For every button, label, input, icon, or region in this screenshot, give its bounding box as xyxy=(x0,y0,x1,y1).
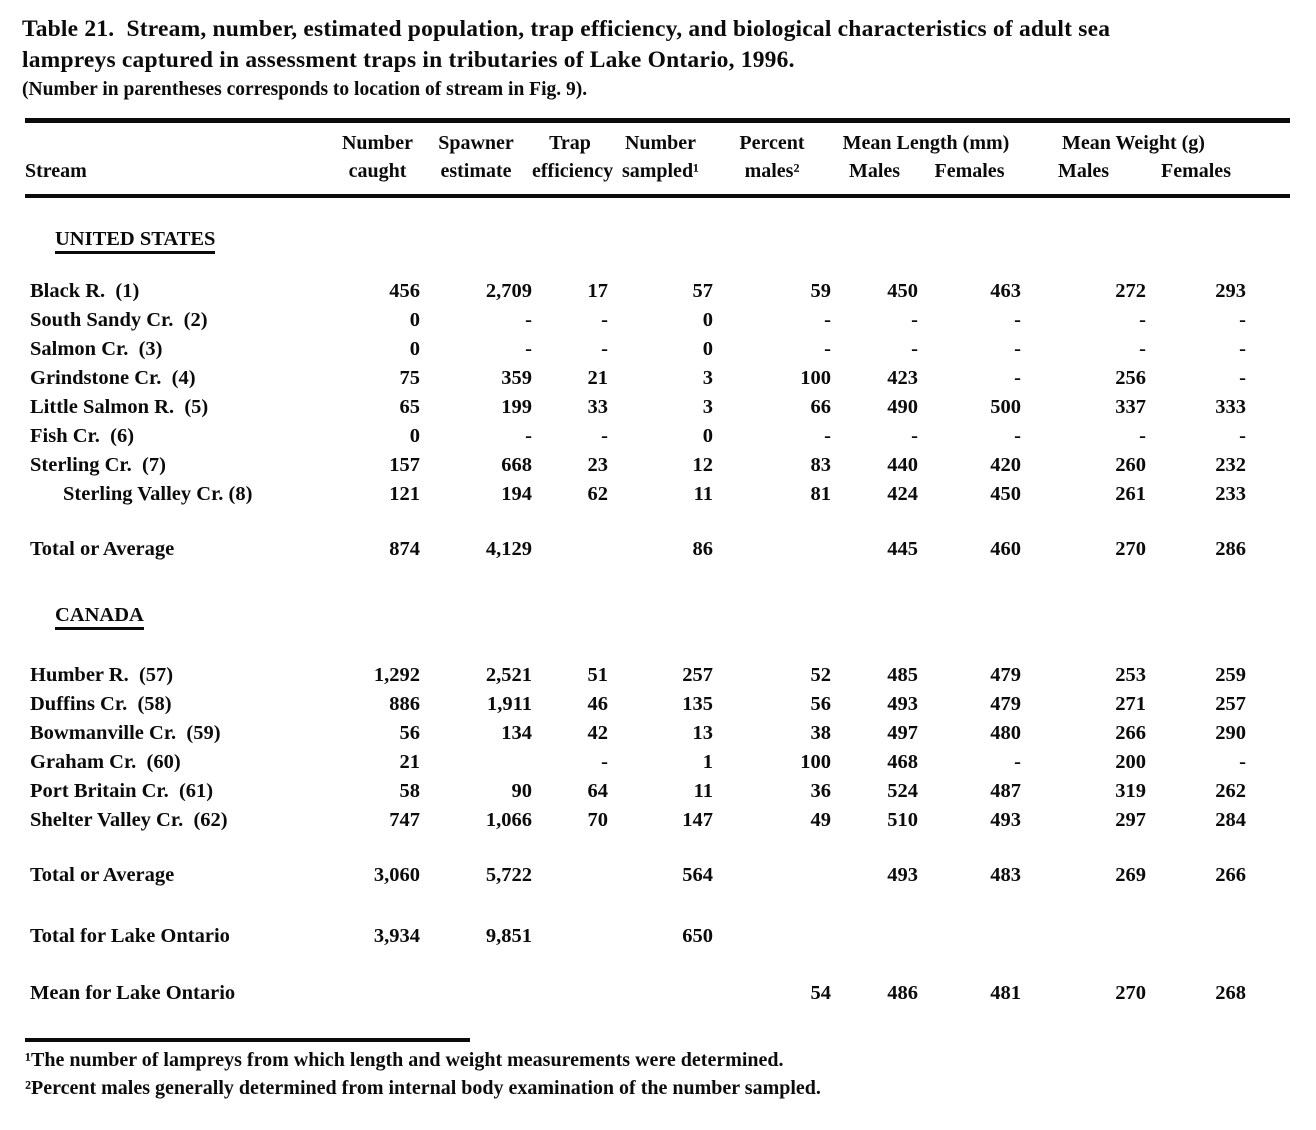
canada-total-row-wrap xyxy=(25,861,1290,890)
value-cell: 424 xyxy=(887,483,918,505)
col-header-length-females: Females xyxy=(934,160,1005,182)
value-cell: 420 xyxy=(990,454,1021,476)
col-header-trap-efficiency-2: efficiency xyxy=(532,160,614,182)
value-cell: 262 xyxy=(1215,780,1246,802)
value-cell: 290 xyxy=(1215,722,1246,744)
table-row xyxy=(25,277,1290,306)
value-cell: 253 xyxy=(1115,664,1146,686)
value-cell: 54 xyxy=(810,982,831,1004)
value-cell: 5,722 xyxy=(485,864,532,886)
value-cell: 886 xyxy=(389,693,420,715)
value-cell: 564 xyxy=(682,864,713,886)
value-cell: 270 xyxy=(1115,538,1146,560)
footnote-2: ²Percent males generally determined from internal body examination of the number sampled. xyxy=(25,1077,821,1099)
value-cell: 0 xyxy=(702,425,713,447)
col-header-spawner-estimate-2: estimate xyxy=(440,160,512,182)
value-cell: 3,060 xyxy=(373,864,420,886)
header-bottom-rule xyxy=(25,194,1290,198)
value-cell: 59 xyxy=(810,280,831,302)
value-cell: 57 xyxy=(692,280,713,302)
stream-name-cell: South Sandy Cr. (2) xyxy=(30,309,208,331)
value-cell: - xyxy=(1239,338,1246,360)
total-row xyxy=(25,535,1290,564)
value-cell: 493 xyxy=(990,809,1021,831)
value-cell xyxy=(1146,922,1246,951)
footnotes xyxy=(25,1046,1316,1102)
value-cell: - xyxy=(601,751,608,773)
table-row xyxy=(25,306,1290,335)
stream-name-cell: Shelter Valley Cr. (62) xyxy=(30,809,228,831)
value-cell: 11 xyxy=(693,780,713,802)
value-cell: 0 xyxy=(409,425,420,447)
value-cell: 747 xyxy=(389,809,420,831)
value-cell xyxy=(420,748,532,777)
value-cell: 668 xyxy=(501,454,532,476)
value-cell: 359 xyxy=(501,367,532,389)
value-cell: 56 xyxy=(399,722,420,744)
value-cell: 497 xyxy=(887,722,918,744)
col-header-number-sampled-2: sampled¹ xyxy=(621,160,700,182)
value-cell: 3 xyxy=(702,367,713,389)
value-cell: 493 xyxy=(887,693,918,715)
table-row xyxy=(25,335,1290,364)
value-cell: 463 xyxy=(990,280,1021,302)
stream-name-cell: Mean for Lake Ontario xyxy=(30,982,236,1004)
value-cell: 70 xyxy=(587,809,608,831)
value-cell: 232 xyxy=(1215,454,1246,476)
value-cell: - xyxy=(601,425,608,447)
col-header-number-caught-2: caught xyxy=(348,160,407,182)
value-cell: 271 xyxy=(1115,693,1146,715)
value-cell: 0 xyxy=(409,309,420,331)
col-header-trap-efficiency-1: Trap xyxy=(549,132,591,154)
value-cell: 259 xyxy=(1215,664,1246,686)
stream-name-cell: Grindstone Cr. (4) xyxy=(30,367,196,389)
value-cell: 456 xyxy=(389,280,420,302)
value-cell: - xyxy=(1239,309,1246,331)
value-cell: 23 xyxy=(587,454,608,476)
stream-name-cell: Duffins Cr. (58) xyxy=(30,693,172,715)
value-cell: 12 xyxy=(692,454,713,476)
value-cell: - xyxy=(1014,425,1021,447)
value-cell xyxy=(713,535,831,564)
value-cell: 297 xyxy=(1115,809,1146,831)
value-cell: 460 xyxy=(990,538,1021,560)
canada-section-spacer xyxy=(25,604,1290,627)
value-cell: 46 xyxy=(587,693,608,715)
value-cell: 450 xyxy=(887,280,918,302)
value-cell: 0 xyxy=(702,338,713,360)
value-cell xyxy=(608,979,713,1008)
value-cell: 121 xyxy=(389,483,420,505)
canada-rows xyxy=(25,661,1290,835)
value-cell: 874 xyxy=(389,538,420,560)
value-cell: - xyxy=(911,425,918,447)
col-header-number-sampled-1: Number xyxy=(624,132,697,154)
stream-name-cell: Bowmanville Cr. (59) xyxy=(30,722,221,744)
value-cell: - xyxy=(601,309,608,331)
value-cell: 17 xyxy=(587,280,608,302)
value-cell: - xyxy=(525,309,532,331)
value-cell: 3 xyxy=(702,396,713,418)
section-header-canada: CANADA xyxy=(55,604,144,627)
value-cell: 500 xyxy=(990,396,1021,418)
value-cell xyxy=(532,922,608,951)
title-note: (Number in parentheses corresponds to location of stream in Fig. 9). xyxy=(22,79,588,100)
value-cell: 268 xyxy=(1215,982,1246,1004)
value-cell: 257 xyxy=(682,664,713,686)
value-cell: 134 xyxy=(501,722,532,744)
value-cell xyxy=(713,922,831,951)
value-cell: 42 xyxy=(587,722,608,744)
value-cell xyxy=(532,979,608,1008)
value-cell: 200 xyxy=(1115,751,1146,773)
footnote-1: ¹The number of lampreys from which length and weight measurements were determined. xyxy=(25,1049,784,1071)
col-header-weight-males: Males xyxy=(1057,160,1110,182)
value-cell: 3,934 xyxy=(373,925,420,947)
value-cell: 51 xyxy=(587,664,608,686)
value-cell: 1,292 xyxy=(373,664,420,686)
stream-name-cell: Salmon Cr. (3) xyxy=(30,338,163,360)
value-cell xyxy=(1021,922,1146,951)
value-cell: 256 xyxy=(1115,367,1146,389)
col-header-spawner-estimate-1: Spawner xyxy=(438,132,514,154)
value-cell: 52 xyxy=(810,664,831,686)
value-cell: 83 xyxy=(810,454,831,476)
value-cell: 483 xyxy=(990,864,1021,886)
stream-name-cell: Humber R. (57) xyxy=(30,664,174,686)
value-cell: 257 xyxy=(1215,693,1246,715)
value-cell: 199 xyxy=(501,396,532,418)
value-cell: - xyxy=(601,338,608,360)
value-cell: 147 xyxy=(682,809,713,831)
value-cell: - xyxy=(525,425,532,447)
stream-name-cell: Black R. (1) xyxy=(30,280,140,302)
value-cell: 4,129 xyxy=(485,538,532,560)
summary-row xyxy=(25,979,1290,1008)
table-row xyxy=(25,806,1290,835)
col-header-weight-females: Females xyxy=(1161,160,1231,182)
table-row xyxy=(25,661,1290,690)
us-rows xyxy=(25,277,1290,509)
value-cell: - xyxy=(1139,425,1146,447)
value-cell: - xyxy=(1139,309,1146,331)
col-header-number-caught-1: Number xyxy=(341,132,414,154)
summary-row xyxy=(25,922,1290,951)
value-cell: 58 xyxy=(399,780,420,802)
value-cell: 284 xyxy=(1215,809,1246,831)
stream-name-cell: Sterling Valley Cr. (8) xyxy=(63,483,253,505)
value-cell: 468 xyxy=(887,751,918,773)
value-cell: 266 xyxy=(1215,864,1246,886)
value-cell: 1,911 xyxy=(487,693,532,715)
value-cell: 0 xyxy=(702,309,713,331)
table-row xyxy=(25,422,1290,451)
value-cell: 479 xyxy=(990,693,1021,715)
value-cell: 0 xyxy=(409,338,420,360)
value-cell: - xyxy=(1014,751,1021,773)
value-cell: 86 xyxy=(692,538,713,560)
table-row xyxy=(25,748,1290,777)
value-cell: 90 xyxy=(511,780,532,802)
value-cell: 481 xyxy=(990,982,1021,1004)
value-cell: 9,851 xyxy=(485,925,532,947)
document-title xyxy=(22,14,1316,103)
lake-total-row-wrap xyxy=(25,922,1290,951)
stream-name-cell: Graham Cr. (60) xyxy=(30,751,181,773)
value-cell: 13 xyxy=(692,722,713,744)
title-line-2: lampreys captured in assessment traps in tributaries of Lake Ontario, 1996. xyxy=(22,47,795,73)
value-cell: 65 xyxy=(399,396,420,418)
value-cell: 1,066 xyxy=(485,809,532,831)
value-cell: 33 xyxy=(587,396,608,418)
value-cell: 524 xyxy=(887,780,918,802)
value-cell: - xyxy=(911,338,918,360)
col-header-length-males: Males xyxy=(848,160,901,182)
value-cell: - xyxy=(824,425,831,447)
col-header-percent-males-1: Percent xyxy=(739,132,805,154)
table-row xyxy=(25,393,1290,422)
stream-name-cell: Sterling Cr. (7) xyxy=(30,454,166,476)
stream-name-cell: Total for Lake Ontario xyxy=(30,925,230,947)
value-cell: - xyxy=(525,338,532,360)
col-group-mean-length: Mean Length (mm) xyxy=(842,132,1010,154)
value-cell xyxy=(335,979,420,1008)
value-cell: - xyxy=(1014,309,1021,331)
value-cell: 135 xyxy=(682,693,713,715)
value-cell: 450 xyxy=(990,483,1021,505)
value-cell xyxy=(713,861,831,890)
value-cell: 261 xyxy=(1115,483,1146,505)
value-cell: 319 xyxy=(1115,780,1146,802)
value-cell: 2,521 xyxy=(485,664,532,686)
value-cell: 333 xyxy=(1215,396,1246,418)
value-cell: 445 xyxy=(887,538,918,560)
value-cell: 75 xyxy=(399,367,420,389)
section-header-united-states: UNITED STATES xyxy=(55,228,215,251)
value-cell: - xyxy=(824,309,831,331)
value-cell: 56 xyxy=(810,693,831,715)
value-cell: 2,709 xyxy=(485,280,532,302)
table-row xyxy=(25,364,1290,393)
value-cell: 81 xyxy=(810,483,831,505)
value-cell: - xyxy=(824,338,831,360)
value-cell: 21 xyxy=(399,751,420,773)
us-total-row-wrap xyxy=(25,535,1290,564)
stream-name-cell: Total or Average xyxy=(30,538,175,560)
table-row xyxy=(25,690,1290,719)
value-cell: - xyxy=(1014,367,1021,389)
value-cell: 286 xyxy=(1215,538,1246,560)
value-cell: 486 xyxy=(887,982,918,1004)
value-cell xyxy=(532,535,608,564)
value-cell: 440 xyxy=(887,454,918,476)
title-line-1: Table 21. Stream, number, estimated population, trap efficiency, and biological characteristics of adult sea xyxy=(22,16,1111,42)
value-cell: 487 xyxy=(990,780,1021,802)
value-cell: 21 xyxy=(587,367,608,389)
value-cell xyxy=(918,922,1021,951)
value-cell: 260 xyxy=(1115,454,1146,476)
value-cell: 479 xyxy=(990,664,1021,686)
value-cell: 157 xyxy=(389,454,420,476)
stream-name-cell: Total or Average xyxy=(30,864,175,886)
value-cell: 493 xyxy=(887,864,918,886)
value-cell xyxy=(831,922,918,951)
value-cell: - xyxy=(1239,751,1246,773)
stream-name-cell: Little Salmon R. (5) xyxy=(30,396,209,418)
value-cell: 100 xyxy=(800,367,831,389)
value-cell: 293 xyxy=(1215,280,1246,302)
col-header-percent-males-2: males² xyxy=(744,160,800,182)
total-row xyxy=(25,861,1290,890)
value-cell: - xyxy=(1014,338,1021,360)
value-cell: 272 xyxy=(1115,280,1146,302)
stream-name-cell: Fish Cr. (6) xyxy=(30,425,135,447)
table-header xyxy=(25,123,1290,194)
value-cell: 36 xyxy=(810,780,831,802)
value-cell: 490 xyxy=(887,396,918,418)
table-row xyxy=(25,451,1290,480)
value-cell: 194 xyxy=(501,483,532,505)
value-cell: 650 xyxy=(682,925,713,947)
value-cell xyxy=(420,979,532,1008)
value-cell: 11 xyxy=(693,483,713,505)
lake-mean-row-wrap xyxy=(25,979,1290,1008)
value-cell: - xyxy=(1139,338,1146,360)
value-cell: 38 xyxy=(810,722,831,744)
table-row xyxy=(25,777,1290,806)
value-cell: 64 xyxy=(587,780,608,802)
table-21 xyxy=(25,118,1290,1008)
value-cell: 100 xyxy=(800,751,831,773)
value-cell: 1 xyxy=(702,751,713,773)
value-cell: 485 xyxy=(887,664,918,686)
value-cell: - xyxy=(1239,367,1246,389)
header-spacer xyxy=(25,130,335,157)
value-cell: 337 xyxy=(1115,396,1146,418)
value-cell: 269 xyxy=(1115,864,1146,886)
col-header-stream: Stream xyxy=(25,160,87,182)
value-cell: - xyxy=(911,309,918,331)
footnote-rule xyxy=(25,1038,470,1042)
table-row xyxy=(25,719,1290,748)
value-cell: 233 xyxy=(1215,483,1246,505)
value-cell: 62 xyxy=(587,483,608,505)
value-cell: 66 xyxy=(810,396,831,418)
table-row xyxy=(25,480,1290,509)
value-cell: 270 xyxy=(1115,982,1146,1004)
value-cell: 480 xyxy=(990,722,1021,744)
value-cell: 423 xyxy=(887,367,918,389)
value-cell: 266 xyxy=(1115,722,1146,744)
value-cell: 49 xyxy=(810,809,831,831)
col-group-mean-weight: Mean Weight (g) xyxy=(1062,132,1205,154)
value-cell: - xyxy=(1239,425,1246,447)
value-cell: 510 xyxy=(887,809,918,831)
stream-name-cell: Port Britain Cr. (61) xyxy=(30,780,214,802)
value-cell xyxy=(532,861,608,890)
